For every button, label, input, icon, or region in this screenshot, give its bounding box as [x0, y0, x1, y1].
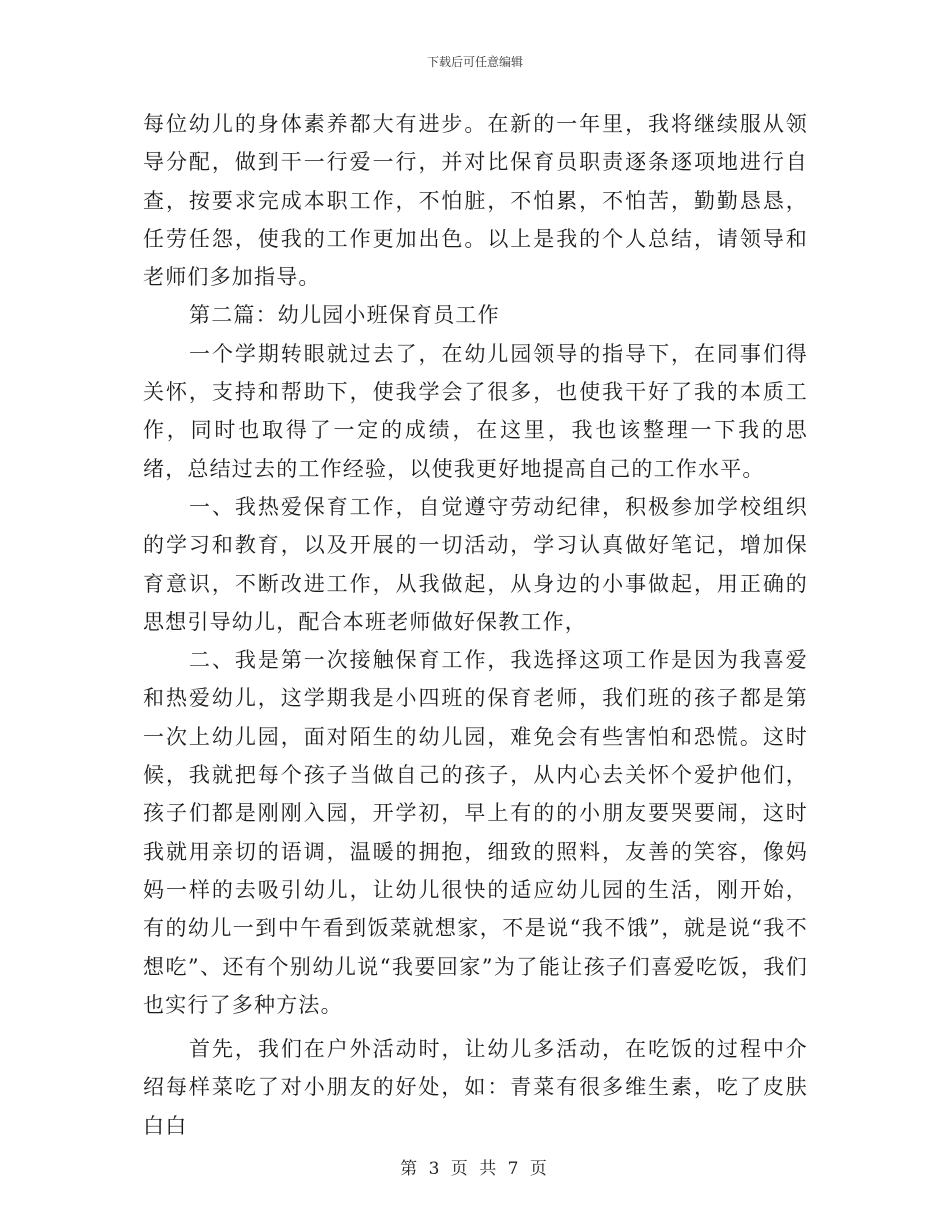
paragraph-first-method: 首先，我们在户外活动时，让幼儿多活动，在吃饭的过程中介绍每样菜吃了对小朋友的好处，如：青菜有很多维生素，吃了皮肤白白	[143, 1037, 808, 1138]
page-header-note: 下载后可任意编辑	[426, 55, 523, 69]
paragraph-point-one: 一、我热爱保育工作，自觉遵守劳动纪律，积极参加学校组织的学习和教育，以及开展的一切活动，学习认真做好笔记，增加保育意识，不断改进工作，从我做起，从身边的小事做起，用正确的思想引导幼儿，配合本班老师做好保教工作，	[143, 494, 808, 634]
document-body	[143, 105, 808, 1145]
paragraph-point-two: 二、我是第一次接触保育工作，我选择这项工作是因为我喜爱和热爱幼儿，这学期我是小四班的保育老师，我们班的孩子都是第一次上幼儿园，面对陌生的幼儿园，难免会有些害怕和恐慌。这时候，我就把每个孩子当做自己的孩子，从内心去关怀个爱护他们，孩子们都是刚刚入园，开学初，早上有的的小朋友要哭要闹，这时我就用亲切的语调，温暖的拥抱，细致的照料，友善的笑容，像妈妈一样的去吸引幼儿，让幼儿很快的适应幼儿园的生活，刚开始，有的幼儿一到中午看到饭菜就想家，不是说“我不饿”，就是说“我不想吃”、还有个别幼儿说“我要回家”为了能让孩子们喜爱吃饭，我们也实行了多种方法。	[143, 648, 808, 1017]
page-number-footer: 第 3 页 共 7 页	[400, 1159, 550, 1179]
section-heading: 第二篇：幼儿园小班保育员工作	[189, 303, 500, 328]
paragraph-intro: 一个学期转眼就过去了，在幼儿园领导的指导下，在同事们得关怀，支持和帮助下，使我学会了很多，也使我干好了我的本质工作，同时也取得了一定的成绩，在这里，我也该整理一下我的思绪，总结过去的工作经验，以使我更好地提高自己的工作水平。	[143, 341, 808, 481]
paragraph-continuation: 每位幼儿的身体素养都大有进步。在新的一年里，我将继续服从领导分配，做到干一行爱一行，并对比保育员职责逐条逐项地进行自查，按要求完成本职工作，不怕脏，不怕累，不怕苦，勤勤恳恳，任劳任怨，使我的工作更加出色。以上是我的个人总结，请领导和老师们多加指导。	[143, 112, 808, 290]
